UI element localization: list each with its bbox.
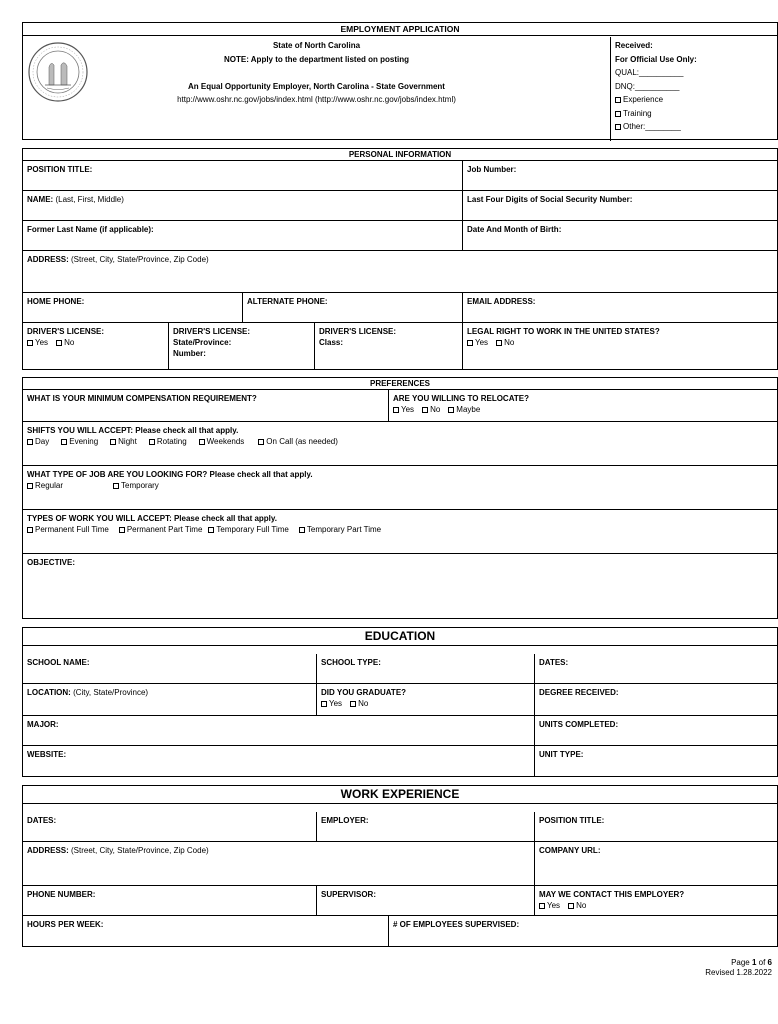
option-checkbox[interactable]: Weekends bbox=[199, 437, 245, 446]
work-position-title-field[interactable]: POSITION TITLE: bbox=[535, 812, 777, 842]
header-section bbox=[22, 22, 778, 140]
education-section bbox=[22, 627, 778, 777]
option-checkbox[interactable]: Permanent Part Time bbox=[119, 525, 203, 534]
dl-state-number-field[interactable]: DRIVER'S LICENSE: State/Province: Number: bbox=[169, 323, 315, 369]
relocate-yes-checkbox[interactable]: Yes bbox=[393, 405, 422, 414]
state-name: State of North Carolina bbox=[272, 41, 361, 50]
option-checkbox[interactable]: Regular bbox=[27, 481, 63, 490]
shifts-field: SHIFTS YOU WILL ACCEPT: Please check all that apply. Day Evening Night Rotating Weekends On Call (as needed) bbox=[23, 422, 777, 466]
personal-information-section bbox=[22, 148, 778, 370]
option-checkbox[interactable]: Evening bbox=[61, 437, 98, 446]
work-dates-field[interactable]: DATES: bbox=[23, 812, 317, 842]
employer-field[interactable]: EMPLOYER: bbox=[317, 812, 535, 842]
website-field[interactable]: WEBSITE: bbox=[23, 746, 535, 776]
checkbox-icon bbox=[27, 527, 33, 533]
work-address-field[interactable]: ADDRESS: (Street, City, State/Province, Zip Code) bbox=[23, 842, 535, 886]
dl-yes-checkbox[interactable]: Yes bbox=[27, 338, 56, 347]
oshr-link[interactable]: http://www.oshr.nc.gov/jobs/index.html (http://www.oshr.nc.gov/jobs/index.html) bbox=[177, 95, 456, 104]
work-phone-field[interactable]: PHONE NUMBER: bbox=[23, 886, 317, 916]
graduate-no-checkbox[interactable]: No bbox=[350, 699, 368, 708]
school-name-field[interactable]: SCHOOL NAME: bbox=[23, 654, 317, 684]
position-title-field[interactable]: POSITION TITLE: bbox=[23, 161, 463, 191]
work-section-title: WORK EXPERIENCE bbox=[23, 786, 777, 804]
education-section-title: EDUCATION bbox=[23, 628, 777, 646]
school-type-field[interactable]: SCHOOL TYPE: bbox=[317, 654, 535, 684]
experience-checkbox[interactable]: Experience bbox=[615, 93, 773, 107]
contact-no-checkbox[interactable]: No bbox=[568, 901, 586, 910]
dl-no-checkbox[interactable]: No bbox=[56, 338, 74, 347]
official-use-box bbox=[611, 37, 777, 141]
location-field[interactable]: LOCATION: (City, State/Province) bbox=[23, 684, 317, 716]
page-number: Page 1 of 6 bbox=[731, 958, 772, 967]
checkbox-icon bbox=[208, 527, 214, 533]
option-checkbox[interactable]: Night bbox=[110, 437, 137, 446]
option-checkbox[interactable]: Permanent Full Time bbox=[27, 525, 109, 534]
checkbox-icon bbox=[615, 111, 621, 117]
official-use-label: For Official Use Only: bbox=[615, 54, 697, 64]
revision-date: Revised 1.28.2022 bbox=[705, 968, 772, 977]
legal-right-field: LEGAL RIGHT TO WORK IN THE UNITED STATES? Yes No bbox=[467, 327, 660, 347]
graduate-yes-checkbox[interactable]: Yes bbox=[321, 699, 350, 708]
contact-yes-checkbox[interactable]: Yes bbox=[539, 901, 568, 910]
option-checkbox[interactable]: Day bbox=[27, 437, 49, 446]
company-url-field[interactable]: COMPANY URL: bbox=[535, 842, 777, 886]
legal-no-checkbox[interactable]: No bbox=[496, 338, 514, 347]
job-number-field[interactable]: Job Number: bbox=[463, 161, 777, 191]
eoe-statement: An Equal Opportunity Employer, North Carolina - State Government bbox=[188, 81, 445, 91]
relocate-field: ARE YOU WILLING TO RELOCATE? Yes No Maybe bbox=[389, 390, 777, 422]
training-checkbox[interactable]: Training bbox=[615, 107, 773, 121]
dob-field[interactable]: Date And Month of Birth: bbox=[463, 221, 777, 251]
name-field[interactable]: NAME: (Last, First, Middle) bbox=[23, 191, 463, 221]
qual-field[interactable]: QUAL:__________ bbox=[615, 68, 684, 77]
legal-yes-checkbox[interactable]: Yes bbox=[467, 338, 496, 347]
alternate-phone-field[interactable]: ALTERNATE PHONE: bbox=[243, 293, 463, 323]
major-field[interactable]: MAJOR: bbox=[23, 716, 535, 746]
job-type-field: WHAT TYPE OF JOB ARE YOU LOOKING FOR? Please check all that apply. Regular Temporary bbox=[23, 466, 777, 510]
option-checkbox[interactable]: Temporary Full Time bbox=[208, 525, 288, 534]
personal-section-title: PERSONAL INFORMATION bbox=[23, 149, 777, 161]
graduate-field: DID YOU GRADUATE? Yes No bbox=[317, 684, 535, 716]
checkbox-icon bbox=[27, 483, 33, 489]
option-checkbox[interactable]: On Call (as needed) bbox=[258, 437, 338, 446]
page-footer bbox=[572, 958, 772, 978]
form-title: EMPLOYMENT APPLICATION bbox=[23, 23, 777, 36]
other-checkbox[interactable]: Other:________ bbox=[615, 120, 773, 134]
checkbox-icon bbox=[615, 124, 621, 130]
option-checkbox[interactable]: Temporary Part Time bbox=[299, 525, 381, 534]
contact-employer-field: MAY WE CONTACT THIS EMPLOYER? Yes No bbox=[535, 886, 777, 916]
option-checkbox[interactable]: Temporary bbox=[113, 481, 159, 490]
objective-field[interactable]: OBJECTIVE: bbox=[27, 558, 76, 567]
employees-supervised-field[interactable]: # OF EMPLOYEES SUPERVISED: bbox=[393, 920, 520, 929]
work-experience-section bbox=[22, 785, 778, 947]
degree-field[interactable]: DEGREE RECEIVED: bbox=[535, 684, 777, 716]
checkbox-icon bbox=[61, 439, 67, 445]
ssn-field[interactable]: Last Four Digits of Social Security Number: bbox=[463, 191, 777, 221]
compensation-field[interactable]: WHAT IS YOUR MINIMUM COMPENSATION REQUIREMENT? bbox=[23, 390, 389, 422]
preferences-section bbox=[22, 377, 778, 619]
option-checkbox[interactable]: Rotating bbox=[149, 437, 187, 446]
checkbox-icon bbox=[113, 483, 119, 489]
checkbox-icon bbox=[199, 439, 205, 445]
home-phone-field[interactable]: HOME PHONE: bbox=[23, 293, 243, 323]
apply-note: NOTE: Apply to the department listed on posting bbox=[223, 54, 410, 64]
relocate-no-checkbox[interactable]: No bbox=[422, 405, 448, 414]
hours-per-week-field[interactable]: HOURS PER WEEK: bbox=[23, 916, 389, 946]
relocate-maybe-checkbox[interactable]: Maybe bbox=[448, 405, 480, 414]
address-field[interactable]: ADDRESS: (Street, City, State/Province, Zip Code) bbox=[23, 251, 777, 293]
checkbox-icon bbox=[119, 527, 125, 533]
header-center bbox=[23, 37, 611, 141]
units-completed-field[interactable]: UNITS COMPLETED: bbox=[535, 716, 777, 746]
email-field[interactable]: EMAIL ADDRESS: bbox=[463, 293, 777, 323]
checkbox-icon bbox=[299, 527, 305, 533]
former-name-field[interactable]: Former Last Name (if applicable): bbox=[23, 221, 463, 251]
received-label: Received: bbox=[615, 41, 653, 50]
preferences-section-title: PREFERENCES bbox=[23, 378, 777, 390]
work-types-field: TYPES OF WORK YOU WILL ACCEPT: Please check all that apply. Permanent Full Time Permanent Part Time Temporary Full Time Temporary Part Time bbox=[23, 510, 777, 554]
supervisor-field[interactable]: SUPERVISOR: bbox=[317, 886, 535, 916]
drivers-license-field: DRIVER'S LICENSE: Yes No bbox=[23, 323, 169, 369]
education-dates-field[interactable]: DATES: bbox=[535, 654, 777, 684]
dl-class-field[interactable]: DRIVER'S LICENSE: Class: bbox=[315, 323, 463, 369]
unit-type-field[interactable]: UNIT TYPE: bbox=[539, 750, 584, 759]
checkbox-icon bbox=[615, 97, 621, 103]
checkbox-icon bbox=[27, 439, 33, 445]
dnq-field[interactable]: DNQ:__________ bbox=[615, 81, 680, 91]
checkbox-icon bbox=[258, 439, 264, 445]
checkbox-icon bbox=[110, 439, 116, 445]
checkbox-icon bbox=[149, 439, 155, 445]
